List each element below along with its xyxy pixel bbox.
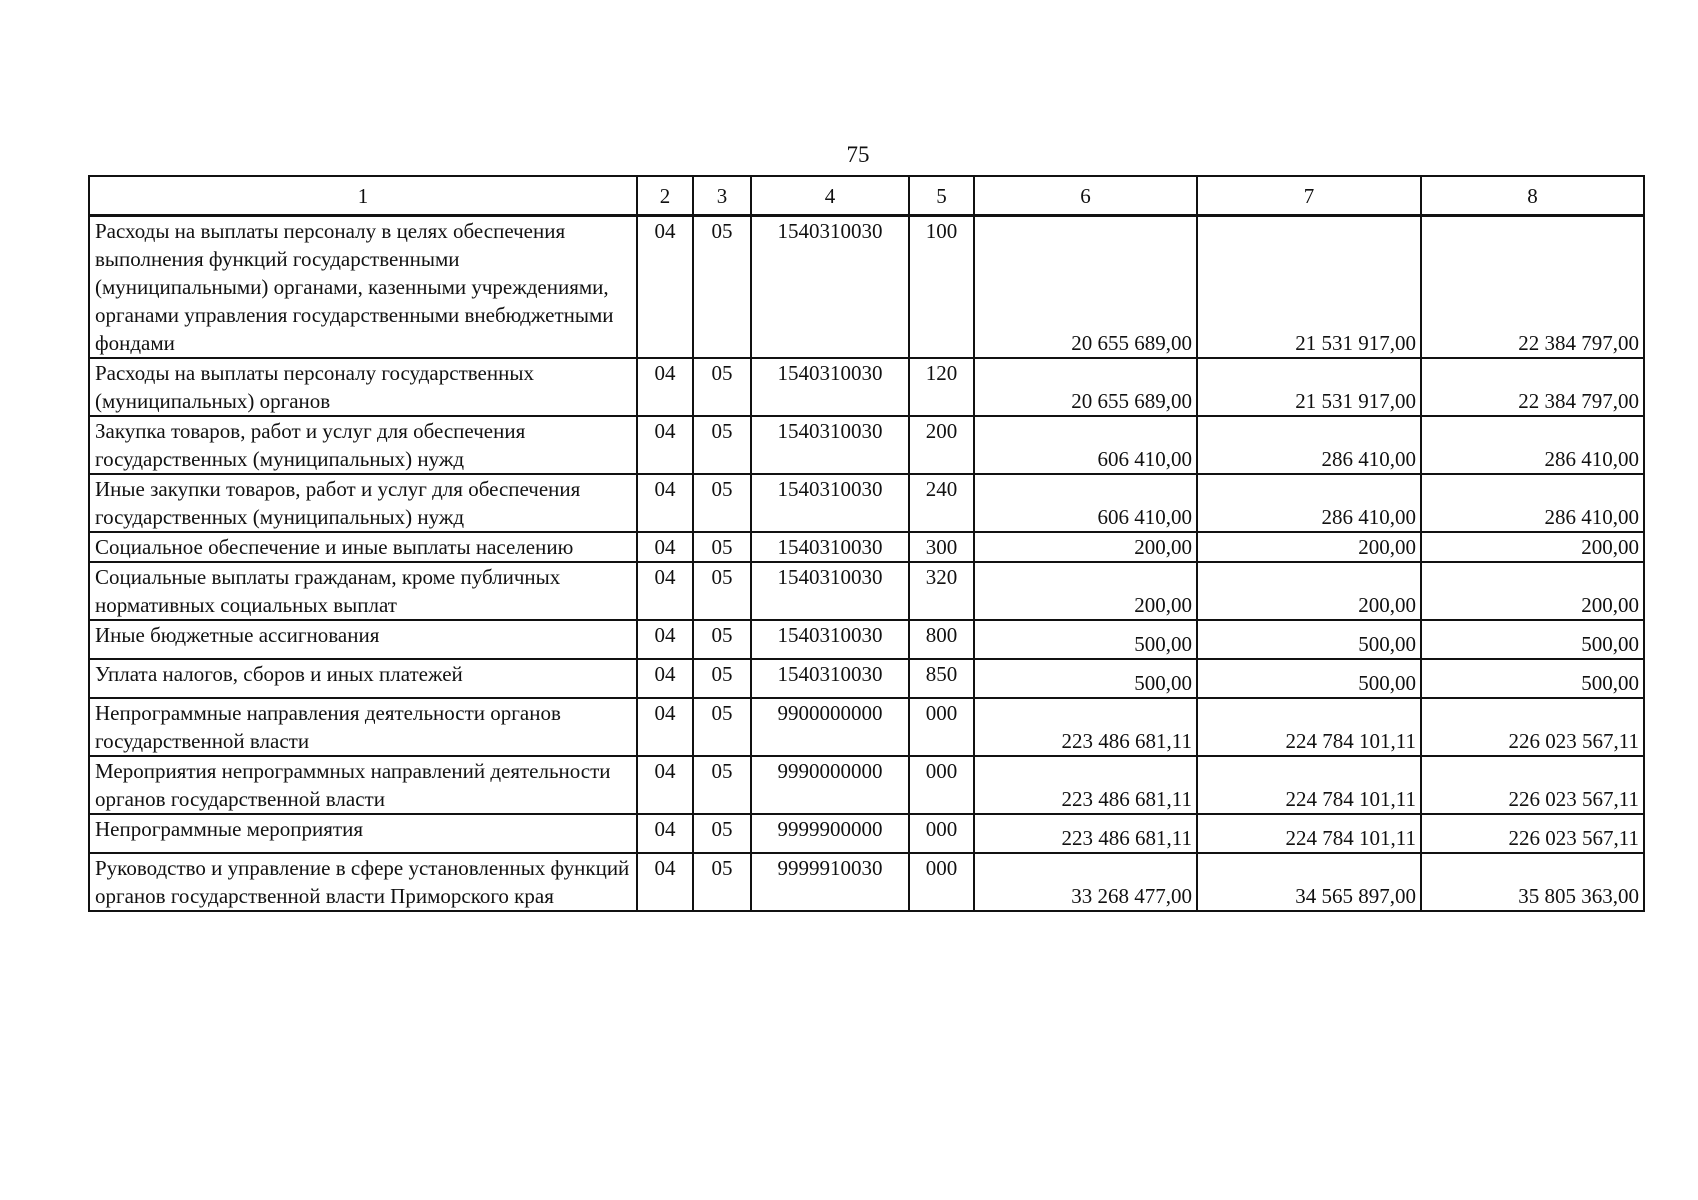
amount-col8: 22 384 797,00 (1421, 358, 1644, 416)
section-code: 04 (637, 620, 693, 659)
amount-col7: 224 784 101,11 (1197, 698, 1421, 756)
amount-col7: 34 565 897,00 (1197, 853, 1421, 911)
subsection-code: 05 (693, 532, 751, 562)
subsection-code: 05 (693, 853, 751, 911)
table-row (89, 698, 1644, 756)
section-code: 04 (637, 474, 693, 532)
section-code: 04 (637, 698, 693, 756)
expense-type-code: 320 (909, 562, 974, 620)
column-header: 5 (909, 176, 974, 216)
table-row (89, 474, 1644, 532)
expense-name: Иные бюджетные ассигнования (89, 620, 637, 659)
amount-col8: 500,00 (1421, 659, 1644, 698)
amount-col6: 20 655 689,00 (974, 216, 1197, 359)
expense-type-code: 120 (909, 358, 974, 416)
table-row (89, 416, 1644, 474)
section-code: 04 (637, 358, 693, 416)
column-header: 7 (1197, 176, 1421, 216)
target-article-code: 9999900000 (751, 814, 909, 853)
amount-col7: 286 410,00 (1197, 474, 1421, 532)
table-row (89, 659, 1644, 698)
amount-col7: 286 410,00 (1197, 416, 1421, 474)
table-row (89, 358, 1644, 416)
amount-col7: 224 784 101,11 (1197, 756, 1421, 814)
expense-type-code: 000 (909, 853, 974, 911)
subsection-code: 05 (693, 659, 751, 698)
expense-name: Социальное обеспечение и иные выплаты населению (89, 532, 637, 562)
expense-type-code: 850 (909, 659, 974, 698)
expense-name: Расходы на выплаты персоналу государственных (муниципальных) органов (89, 358, 637, 416)
amount-col6: 200,00 (974, 562, 1197, 620)
amount-col7: 21 531 917,00 (1197, 358, 1421, 416)
amount-col6: 606 410,00 (974, 416, 1197, 474)
table-row (89, 853, 1644, 911)
section-code: 04 (637, 814, 693, 853)
amount-col7: 500,00 (1197, 659, 1421, 698)
table-row (89, 756, 1644, 814)
amount-col6: 223 486 681,11 (974, 814, 1197, 853)
expense-name: Социальные выплаты гражданам, кроме публичных нормативных социальных выплат (89, 562, 637, 620)
section-code: 04 (637, 416, 693, 474)
table-row (89, 532, 1644, 562)
section-code: 04 (637, 659, 693, 698)
target-article-code: 1540310030 (751, 358, 909, 416)
table-row (89, 562, 1644, 620)
subsection-code: 05 (693, 620, 751, 659)
expense-type-code: 100 (909, 216, 974, 359)
section-code: 04 (637, 532, 693, 562)
expense-name: Непрограммные направления деятельности органов государственной власти (89, 698, 637, 756)
target-article-code: 9990000000 (751, 756, 909, 814)
expense-type-code: 000 (909, 756, 974, 814)
amount-col7: 200,00 (1197, 562, 1421, 620)
amount-col7: 500,00 (1197, 620, 1421, 659)
table-row (89, 216, 1644, 359)
target-article-code: 1540310030 (751, 216, 909, 359)
amount-col7: 200,00 (1197, 532, 1421, 562)
table-header-row (89, 176, 1644, 216)
section-code: 04 (637, 853, 693, 911)
target-article-code: 1540310030 (751, 562, 909, 620)
amount-col8: 200,00 (1421, 562, 1644, 620)
expense-type-code: 240 (909, 474, 974, 532)
expense-type-code: 200 (909, 416, 974, 474)
amount-col7: 224 784 101,11 (1197, 814, 1421, 853)
section-code: 04 (637, 562, 693, 620)
expense-name: Руководство и управление в сфере установленных функций органов государственной власти Приморского края (89, 853, 637, 911)
amount-col8: 500,00 (1421, 620, 1644, 659)
amount-col7: 21 531 917,00 (1197, 216, 1421, 359)
column-header: 6 (974, 176, 1197, 216)
amount-col8: 226 023 567,11 (1421, 698, 1644, 756)
target-article-code: 1540310030 (751, 474, 909, 532)
amount-col6: 200,00 (974, 532, 1197, 562)
expense-type-code: 000 (909, 698, 974, 756)
amount-col8: 22 384 797,00 (1421, 216, 1644, 359)
amount-col6: 20 655 689,00 (974, 358, 1197, 416)
expense-name: Закупка товаров, работ и услуг для обеспечения государственных (муниципальных) нужд (89, 416, 637, 474)
amount-col8: 286 410,00 (1421, 474, 1644, 532)
target-article-code: 1540310030 (751, 416, 909, 474)
amount-col6: 606 410,00 (974, 474, 1197, 532)
target-article-code: 9900000000 (751, 698, 909, 756)
target-article-code: 1540310030 (751, 620, 909, 659)
subsection-code: 05 (693, 698, 751, 756)
column-header: 2 (637, 176, 693, 216)
amount-col6: 33 268 477,00 (974, 853, 1197, 911)
budget-table (88, 175, 1645, 912)
amount-col6: 500,00 (974, 620, 1197, 659)
expense-name: Мероприятия непрограммных направлений деятельности органов государственной власти (89, 756, 637, 814)
subsection-code: 05 (693, 216, 751, 359)
amount-col8: 226 023 567,11 (1421, 756, 1644, 814)
amount-col6: 223 486 681,11 (974, 756, 1197, 814)
subsection-code: 05 (693, 416, 751, 474)
subsection-code: 05 (693, 814, 751, 853)
target-article-code: 1540310030 (751, 659, 909, 698)
column-header: 4 (751, 176, 909, 216)
expense-type-code: 000 (909, 814, 974, 853)
subsection-code: 05 (693, 562, 751, 620)
column-header: 8 (1421, 176, 1644, 216)
subsection-code: 05 (693, 474, 751, 532)
target-article-code: 1540310030 (751, 532, 909, 562)
expense-name: Уплата налогов, сборов и иных платежей (89, 659, 637, 698)
amount-col6: 500,00 (974, 659, 1197, 698)
section-code: 04 (637, 216, 693, 359)
amount-col8: 286 410,00 (1421, 416, 1644, 474)
expense-name: Иные закупки товаров, работ и услуг для обеспечения государственных (муниципальных) нужд (89, 474, 637, 532)
amount-col8: 200,00 (1421, 532, 1644, 562)
column-header: 1 (89, 176, 637, 216)
page-number: 75 (846, 142, 870, 167)
table-row (89, 814, 1644, 853)
amount-col6: 223 486 681,11 (974, 698, 1197, 756)
subsection-code: 05 (693, 756, 751, 814)
subsection-code: 05 (693, 358, 751, 416)
expense-name: Расходы на выплаты персоналу в целях обеспечения выполнения функций государственными (муниципальными) органами, казенными учреждениями, органами управления государственными внебюджетными фондами (89, 216, 637, 359)
section-code: 04 (637, 756, 693, 814)
target-article-code: 9999910030 (751, 853, 909, 911)
column-header: 3 (693, 176, 751, 216)
amount-col8: 226 023 567,11 (1421, 814, 1644, 853)
table-row (89, 620, 1644, 659)
expense-type-code: 800 (909, 620, 974, 659)
amount-col8: 35 805 363,00 (1421, 853, 1644, 911)
expense-name: Непрограммные мероприятия (89, 814, 637, 853)
expense-type-code: 300 (909, 532, 974, 562)
